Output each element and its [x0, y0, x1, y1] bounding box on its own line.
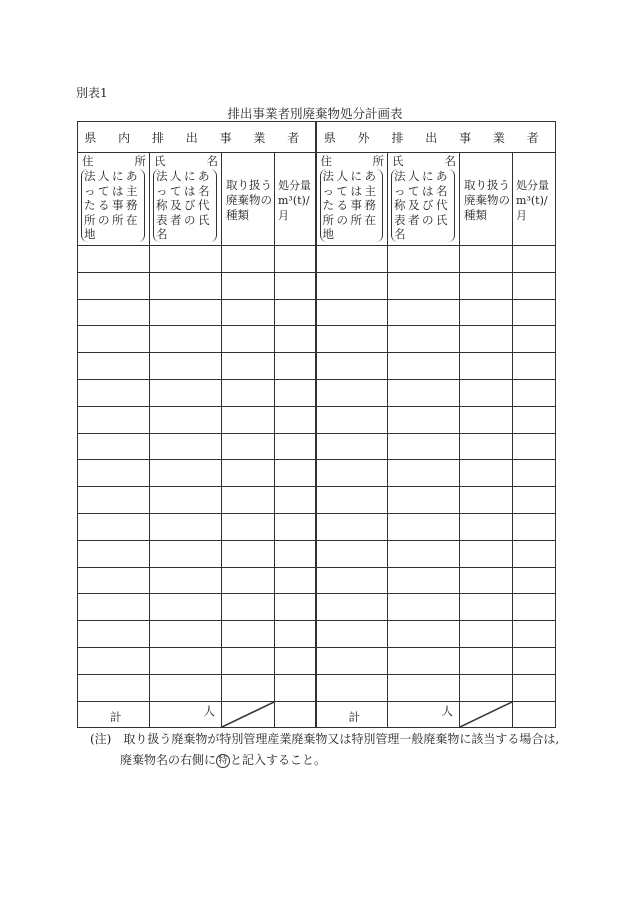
- entry-cell: [78, 567, 150, 594]
- entry-cell: [78, 513, 150, 540]
- entry-cell: [513, 433, 556, 460]
- entry-cell: [460, 594, 513, 621]
- table-row: [78, 621, 556, 648]
- table-row: [78, 353, 556, 380]
- entry-cell: [316, 353, 388, 380]
- group-header-outside: 県 外 排 出 事 業 者: [316, 122, 556, 153]
- entry-cell: [388, 621, 460, 648]
- entry-cell: [460, 246, 513, 273]
- entry-cell: [388, 487, 460, 514]
- table-row: [78, 272, 556, 299]
- entry-cell: [316, 540, 388, 567]
- entry-cell: [388, 647, 460, 674]
- entry-cell: [460, 487, 513, 514]
- table-row: [78, 246, 556, 273]
- column-name-inside: 氏 名 法人にあっては名称及び代表者の氏名: [150, 153, 222, 246]
- entry-cell: [78, 621, 150, 648]
- entry-cell: [316, 460, 388, 487]
- entry-cell: [388, 353, 460, 380]
- address-note: 法人にあっては主たる事務所の所在地: [81, 169, 145, 242]
- entry-cell: [513, 353, 556, 380]
- entry-cell: [150, 299, 222, 326]
- entry-cell: [78, 594, 150, 621]
- entry-cell: [460, 674, 513, 701]
- entry-cell: [275, 567, 316, 594]
- entry-cell: [460, 326, 513, 353]
- entry-cell: [222, 540, 275, 567]
- entry-cell: [78, 299, 150, 326]
- total-people-cell: 人: [388, 701, 460, 727]
- total-people-cell: 人: [150, 701, 222, 727]
- entry-cell: [513, 326, 556, 353]
- column-address-outside: 住 所 法人にあっては主たる事務所の所在地: [316, 153, 388, 246]
- entry-cell: [316, 379, 388, 406]
- entry-cell: [222, 513, 275, 540]
- entry-cell: [316, 647, 388, 674]
- footnote: (注) 取り扱う廃棄物が特別管理産業廃棄物又は特別管理一般廃棄物に該当する場合は, 廃棄物名の右側に 特 と記入すること。: [90, 732, 560, 767]
- entry-cell: [275, 406, 316, 433]
- entry-cell: [275, 513, 316, 540]
- entry-cell: [388, 379, 460, 406]
- group-header-inside: 県 内 排 出 事 業 者: [78, 122, 316, 153]
- table-row: [78, 674, 556, 701]
- table-row: [78, 513, 556, 540]
- entry-cell: [316, 594, 388, 621]
- entry-cell: [316, 406, 388, 433]
- entry-cell: [460, 460, 513, 487]
- entry-cell: [460, 353, 513, 380]
- table-row: [78, 326, 556, 353]
- entry-cell: [460, 379, 513, 406]
- entry-cell: [150, 460, 222, 487]
- entry-cell: [78, 487, 150, 514]
- table-row: [78, 594, 556, 621]
- entry-cell: [78, 272, 150, 299]
- entry-cell: [150, 621, 222, 648]
- entry-cell: [513, 647, 556, 674]
- entry-cell: [222, 406, 275, 433]
- entry-cell: [275, 272, 316, 299]
- entry-cell: [513, 406, 556, 433]
- entry-cell: [513, 487, 556, 514]
- entry-cell: [316, 246, 388, 273]
- column-amount-outside: 処分量m³(t)/月: [513, 153, 556, 246]
- entry-cell: [78, 406, 150, 433]
- table-row: [78, 487, 556, 514]
- entry-cell: [388, 299, 460, 326]
- entry-cell: [150, 594, 222, 621]
- entry-cell: [316, 674, 388, 701]
- total-row: [78, 701, 556, 727]
- entry-cell: [78, 460, 150, 487]
- entry-cell: [222, 353, 275, 380]
- entry-cell: [222, 299, 275, 326]
- entry-cell: [275, 299, 316, 326]
- entry-cell: [78, 353, 150, 380]
- entry-cell: [316, 299, 388, 326]
- entry-cell: [460, 272, 513, 299]
- column-waste-type-outside: 取り扱う廃棄物の種類: [460, 153, 513, 246]
- entry-cell: [460, 433, 513, 460]
- entry-cell: [275, 353, 316, 380]
- entry-cell: [222, 647, 275, 674]
- entry-cell: [150, 406, 222, 433]
- entry-cell: [316, 513, 388, 540]
- table-row: [78, 433, 556, 460]
- entry-cell: [275, 674, 316, 701]
- entry-cell: [388, 272, 460, 299]
- entry-cell: [275, 594, 316, 621]
- entry-cell: [460, 406, 513, 433]
- entry-cell: [222, 487, 275, 514]
- entry-cell: [316, 272, 388, 299]
- entry-cell: [275, 487, 316, 514]
- document-title: 排出事業者別廃棄物処分計画表: [227, 106, 403, 121]
- table-row: [78, 379, 556, 406]
- entry-cell: [222, 674, 275, 701]
- entry-cell: [316, 621, 388, 648]
- table-row: [78, 567, 556, 594]
- entry-cell: [316, 487, 388, 514]
- entry-cell: [275, 647, 316, 674]
- entry-cell: [222, 594, 275, 621]
- appendix-label: 別表1: [76, 86, 108, 100]
- table-row: [78, 647, 556, 674]
- address-note: 法人にあっては主たる事務所の所在地: [320, 169, 384, 242]
- entry-cell: [150, 379, 222, 406]
- entry-cell: [222, 433, 275, 460]
- entry-cell: [513, 460, 556, 487]
- entry-cell: [78, 540, 150, 567]
- entry-cell: [275, 540, 316, 567]
- entry-cell: [460, 567, 513, 594]
- table-row: [78, 299, 556, 326]
- name-note: 法人にあっては名称及び代表者の氏名: [153, 169, 217, 242]
- toku-circle-symbol: 特: [216, 754, 230, 768]
- entry-cell: [275, 433, 316, 460]
- entry-cell: [150, 540, 222, 567]
- entry-cell: [316, 433, 388, 460]
- entry-cell: [388, 567, 460, 594]
- entry-cell: [388, 513, 460, 540]
- entry-cell: [78, 326, 150, 353]
- entry-cell: [150, 513, 222, 540]
- entry-cell: [222, 567, 275, 594]
- column-amount-inside: 処分量m³(t)/月: [275, 153, 316, 246]
- disposal-plan-table: [77, 121, 556, 728]
- column-waste-type-inside: 取り扱う廃棄物の種類: [222, 153, 275, 246]
- entry-cell: [513, 246, 556, 273]
- entry-cell: [78, 246, 150, 273]
- entry-cell: [150, 353, 222, 380]
- entry-cell: [150, 647, 222, 674]
- entry-cell: [388, 460, 460, 487]
- total-label-cell: 計: [78, 701, 150, 727]
- entry-cell: [316, 567, 388, 594]
- entry-cell: [513, 674, 556, 701]
- entry-cell: [513, 540, 556, 567]
- entry-cell: [388, 406, 460, 433]
- entry-cell: [513, 272, 556, 299]
- entry-cell: [513, 299, 556, 326]
- entry-cell: [150, 674, 222, 701]
- entry-cell: [275, 379, 316, 406]
- entry-cell: [460, 621, 513, 648]
- entry-cell: [222, 326, 275, 353]
- table-row: [78, 406, 556, 433]
- entry-cell: [150, 487, 222, 514]
- entry-cell: [513, 594, 556, 621]
- entry-cell: [513, 513, 556, 540]
- entry-cell: [316, 326, 388, 353]
- entry-cell: [460, 540, 513, 567]
- entry-cell: [150, 433, 222, 460]
- entry-cell: [222, 272, 275, 299]
- entry-cell: [388, 326, 460, 353]
- column-name-outside: 氏 名 法人にあっては名称及び代表者の氏名: [388, 153, 460, 246]
- entry-cell: [222, 246, 275, 273]
- entry-cell: [513, 567, 556, 594]
- entry-cell: [222, 460, 275, 487]
- table-row: [78, 460, 556, 487]
- entry-cell: [460, 647, 513, 674]
- entry-cell: [78, 379, 150, 406]
- entry-cell: [275, 246, 316, 273]
- total-label-cell: 計: [316, 701, 388, 727]
- entry-cell: [150, 326, 222, 353]
- entry-cell: [275, 460, 316, 487]
- entry-cell: [460, 299, 513, 326]
- entry-cell: [388, 674, 460, 701]
- table-row: [78, 540, 556, 567]
- entry-cell: [150, 246, 222, 273]
- name-note: 法人にあっては名称及び代表者の氏名: [391, 169, 455, 242]
- entry-cell: [78, 433, 150, 460]
- entry-cell: [388, 540, 460, 567]
- entry-cell: [150, 567, 222, 594]
- entry-cell: [275, 621, 316, 648]
- entry-cell: [150, 272, 222, 299]
- entry-cell: [460, 513, 513, 540]
- entry-cell: [78, 647, 150, 674]
- entry-cell: [222, 379, 275, 406]
- diagonal-cell: [460, 701, 513, 727]
- entry-cell: [275, 326, 316, 353]
- entry-cell: [388, 433, 460, 460]
- entry-cell: [513, 379, 556, 406]
- entry-cell: [513, 621, 556, 648]
- diagonal-cell: [222, 701, 275, 727]
- column-address-inside: 住 所 法人にあっては主たる事務所の所在地: [78, 153, 150, 246]
- entry-cell: [388, 246, 460, 273]
- entry-cell: [388, 594, 460, 621]
- entry-cell: [78, 674, 150, 701]
- entry-cell: [222, 621, 275, 648]
